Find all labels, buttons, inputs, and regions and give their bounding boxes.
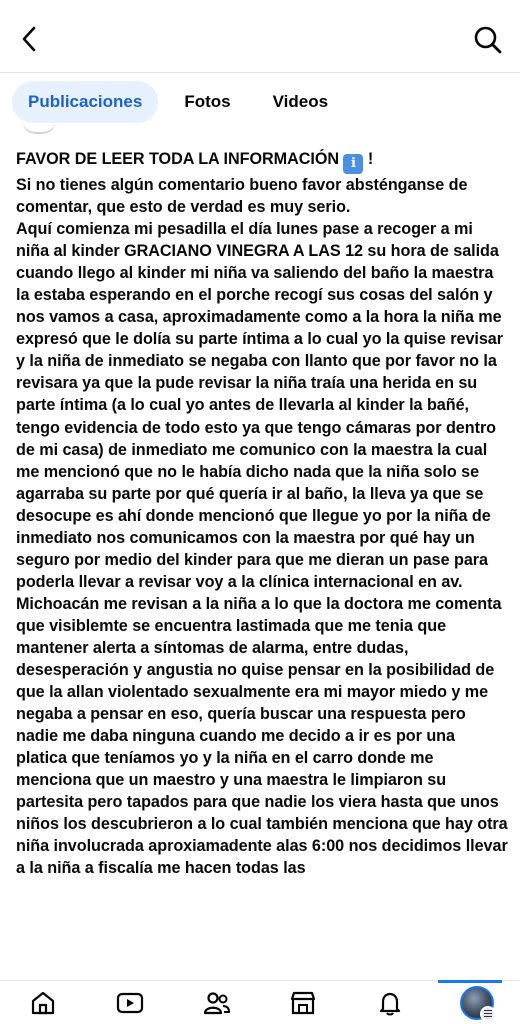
search-icon (473, 25, 503, 55)
info-icon: i (343, 154, 363, 174)
profile-avatar (460, 986, 494, 1020)
nav-home[interactable] (15, 981, 71, 1024)
post-heading-suffix: ! (363, 150, 374, 168)
nav-marketplace[interactable] (275, 981, 331, 1024)
friends-icon (202, 989, 232, 1017)
search-button[interactable] (470, 22, 506, 58)
menu-icon (480, 1006, 496, 1022)
marketplace-icon (288, 989, 318, 1017)
nav-video[interactable] (102, 981, 158, 1024)
nav-profile[interactable] (449, 981, 505, 1024)
top-divider (0, 72, 520, 73)
top-bar (0, 0, 520, 72)
post-author-avatar[interactable] (22, 120, 56, 134)
home-icon (29, 989, 57, 1017)
chevron-left-icon (21, 25, 37, 53)
tab-videos[interactable]: Videos (272, 92, 329, 111)
post-heading: FAVOR DE LEER TODA LA INFORMACIÓN (16, 150, 339, 168)
nav-notifications[interactable] (362, 981, 418, 1024)
back-button[interactable] (14, 22, 44, 56)
tab-fotos[interactable]: Fotos (184, 92, 231, 111)
video-icon (115, 989, 145, 1017)
post-text (16, 148, 508, 978)
profile-tabs (12, 80, 344, 124)
post-body: Si no tienes algún comentario bueno favor absténganse de comentar, que esto de verdad es muy serio. Aquí comienza mi pesadilla el día lunes pase a recoger a mi niña al kinder GRACIANO VINEGRA A LAS 12 su hora de salida cuando llego al kinder mi niña va saliendo del baño la maestra la estaba esperando en el porche recogí sus cosas del salón y nos vamos a casa, aproximadamente como a la hora la niña me expresó que le dolía su parte íntima a lo cual yo la quise revisar y la niña de inmediato se negaba con llanto que por favor no la revisara ya que la pude revisar la niña traía una herida en su parte íntima (a lo cual yo antes de llevarla al kinder la bañé, tengo evidencia de todo esto ya que tengo cámaras por dentro de mi casa) de inmediato me comunico con la maestra la cual me mencionó que no le había dicho nada que la niña solo se agarraba su parte por qué quería ir al baño, la lleva ya que se desocupe es ahí donde mencionó que llegue yo por la niña de inmediato nos comunicamos con la maestra por qué hay un seguro por medio del kinder para que me dieran un pase para poderla llevar a revisar voy a la clínica internacional en av. Michoacán me revisan a la niña a lo que la doctora me comenta que visiblemte se encuentra lastimada que me tenia que mantener alerta a síntomas de alarma, entre dudas, desesperación y angustia no quise pensar en la posibilidad de que la allan violentado sexualmente era mi mayor miedo y me negaba a pensar en eso, quería buscar una respuesta pero nadie me daba ninguna cuando me decido a ir es por una platica que teníamos yo y la niña en el carro donde me menciona que un maestro y una maestra le limpiaron su partesita pero tapados para que nadie los viera hasta que unos niños los descubrieron a lo cual también menciona que hay otra niña involucrada aproxiamadente alas 6:00 nos decidimos llevar a la niña a fiscalía me hacen todas las (16, 176, 508, 878)
nav-friends[interactable] (189, 981, 245, 1024)
bottom-navigation (0, 980, 520, 1024)
notifications-bell-icon (376, 989, 404, 1017)
tab-publicaciones[interactable]: Publicaciones (12, 81, 158, 123)
